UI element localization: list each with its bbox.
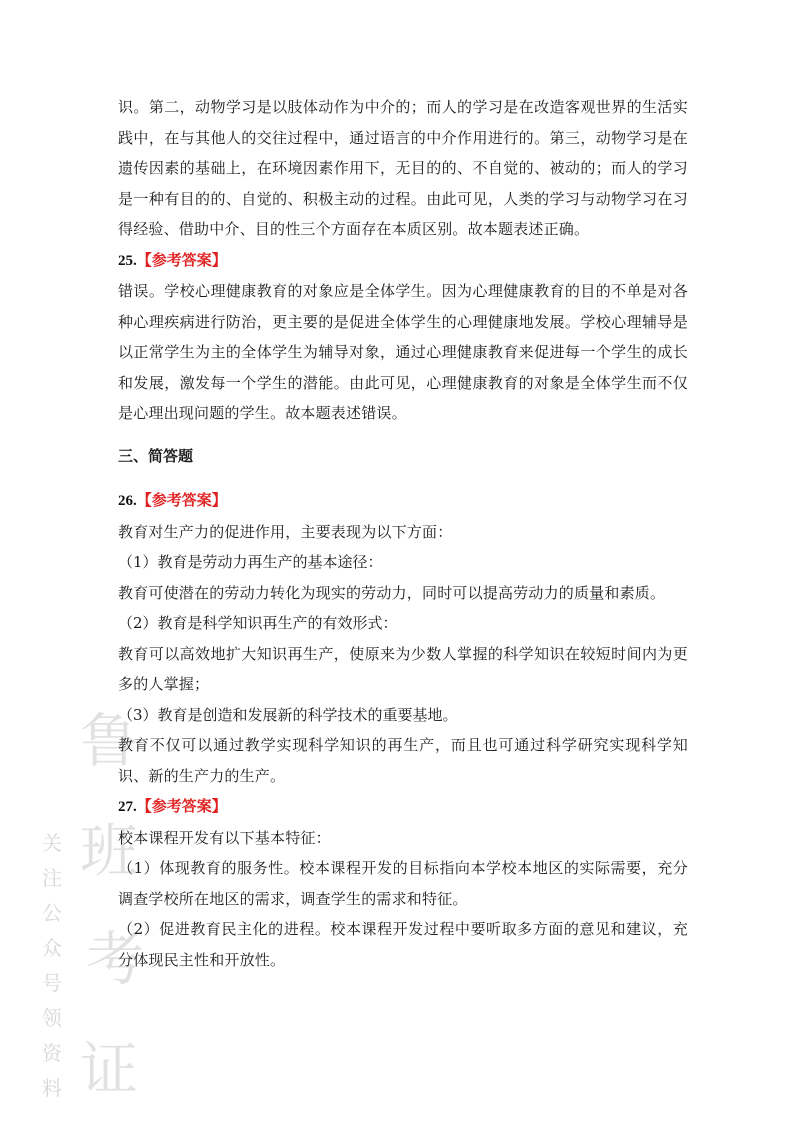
watermark-side-char: 号 xyxy=(42,971,62,995)
question-26-point-2-head: （2）教育是科学知识再生产的有效形式： xyxy=(118,614,398,632)
question-number: 27. xyxy=(118,799,137,815)
question-26-header xyxy=(118,485,688,517)
question-26-point-3-body: 教育不仅可以通过教学实现科学知识的再生产，而且也可通过科学研究实现科学知识、新的生产力的生产。 xyxy=(118,736,688,785)
question-27-lead: 校本课程开发有以下基本特征： xyxy=(118,828,331,847)
watermark-side-char: 资 xyxy=(42,1041,62,1065)
question-26-point-3-head: （3）教育是创造和发展新的科学技术的重要基地。 xyxy=(118,705,458,724)
watermark-side-char: 众 xyxy=(42,936,62,960)
question-number: 25. xyxy=(118,252,137,269)
question-25-answer: 错误。学校心理健康教育的对象应是全体学生。因为心理健康教育的目的不单是对各种心理疾病进行防治，更主要的是促进全体学生的心理健康地发展。学校心理辅导是以正常学生为主的全体学生为辅导对象，通过心理健康教育来促进每一个学生的成长和发展，激发每一个学生的潜能。由此可见，心理健康教育的对象是全体学生而不仅是心理出现问题的学生。故本题表述错误。 xyxy=(118,282,688,422)
intro-paragraph: 识。第二，动物学习是以肢体动作为中介的；而人的学习是在改造客观世界的生活实践中，在与其他人的交往过程中，通过语言的中介作用进行的。第三，动物学习是在遗传因素的基础上，在环境因素作用下，无目的的、不自觉的、被动的；而人的学习是一种有目的的、自觉的、积极主动的过程。由此可见，人类的学习与动物学习在习得经验、借助中介、目的性三个方面存在本质区别。故本题表述正确。 xyxy=(118,98,688,238)
section-title: 三、简答题 xyxy=(118,446,194,465)
watermark-char-1: 鲁 xyxy=(80,707,139,775)
watermark-side-char: 料 xyxy=(42,1076,62,1100)
question-27-point-2: （2）促进教育民主化的进程。校本课程开发过程中要听取多方面的意见和建议，充分体现民主性和开放性。 xyxy=(118,920,688,969)
watermark-side-char: 公 xyxy=(42,901,62,925)
question-number: 26. xyxy=(118,493,137,509)
question-25-header xyxy=(118,245,688,277)
question-26-point-1-body: 教育可使潜在的劳动力转化为现实的劳动力，同时可以提高劳动力的质量和素质。 xyxy=(118,583,666,602)
question-27-header xyxy=(118,791,688,823)
question-27-point-1: （1）体现教育的服务性。校本课程开发的目标指向本学校本地区的实际需要，充分调查学校所在地区的需求，调查学生的需求和特征。 xyxy=(118,859,688,908)
question-26-lead: 教育对生产力的促进作用，主要表现为以下方面： xyxy=(118,522,453,541)
watermark-side-text xyxy=(40,826,64,1106)
watermark-side-char: 注 xyxy=(42,866,62,890)
question-26-point-2-body: 教育可以高效地扩大知识再生产，使原来为少数人掌握的科学知识在较短时间内为更多的人掌握； xyxy=(118,644,688,693)
watermark-char-4: 证 xyxy=(80,1035,139,1103)
answer-tag: 【参考答案】 xyxy=(136,491,227,509)
answer-tag: 【参考答案】 xyxy=(136,250,227,269)
watermark-char-3: 考 xyxy=(86,925,145,993)
watermark-side-char: 关 xyxy=(42,831,62,855)
watermark-side-char: 领 xyxy=(42,1006,62,1030)
answer-tag: 【参考答案】 xyxy=(136,797,227,815)
question-26-point-1-head: （1）教育是劳动力再生产的基本途径： xyxy=(118,553,383,571)
watermark-char-2: 班 xyxy=(80,817,139,885)
document-page xyxy=(118,92,688,975)
